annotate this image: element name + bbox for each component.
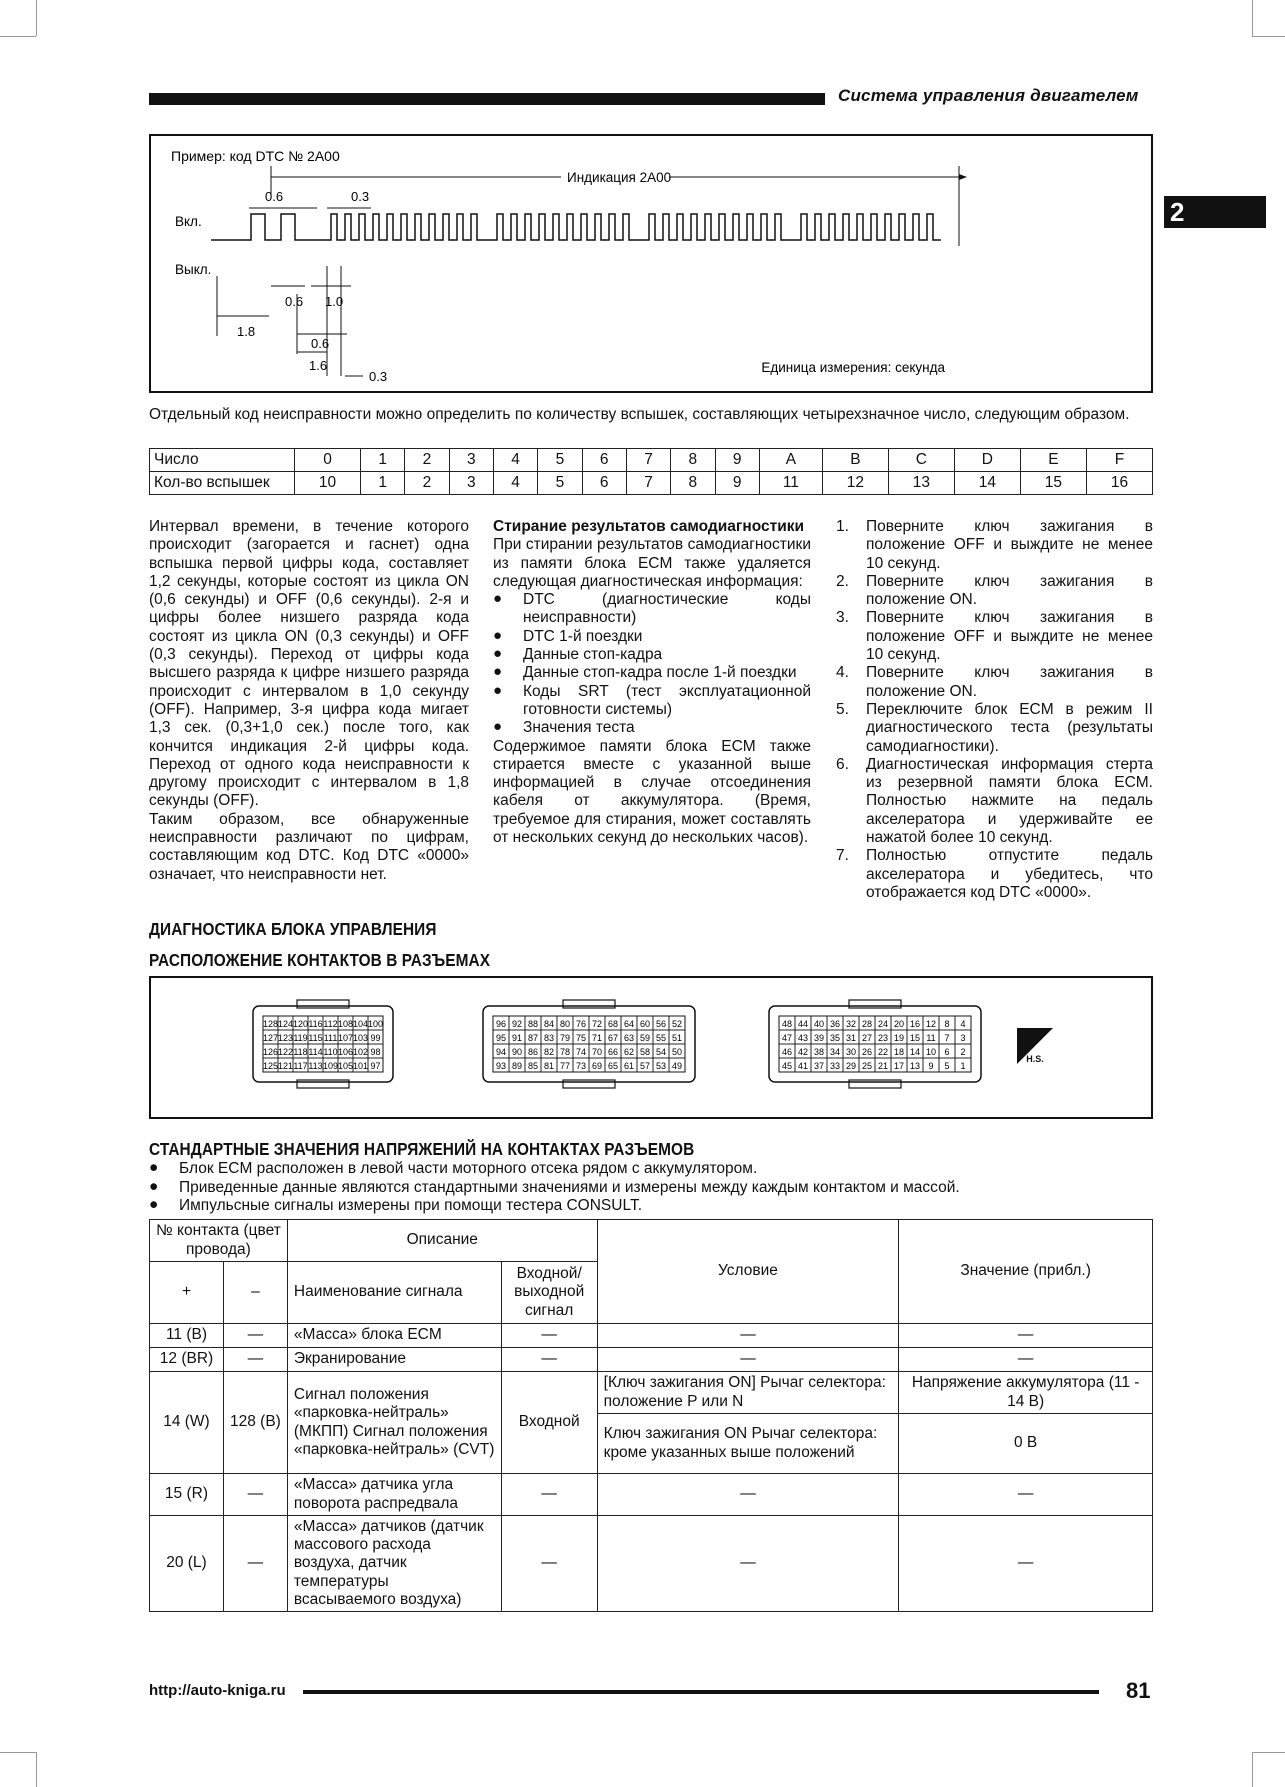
- table-row: [150, 1372, 1153, 1414]
- section-heading-diagnostics: ДИАГНОСТИКА БЛОКА УПРАВЛЕНИЯ: [149, 919, 437, 939]
- pin-number: 42: [797, 1047, 809, 1057]
- flash-count-cell: 14: [954, 472, 1020, 495]
- pin-number: 26: [861, 1047, 873, 1057]
- digit-cell: 3: [449, 449, 493, 472]
- pin-number: 7: [944, 1033, 950, 1043]
- timing-diagram: [151, 136, 1155, 395]
- pin-number: 95: [495, 1033, 507, 1043]
- connector-pinout: [151, 978, 1155, 1121]
- col2-list: [493, 591, 811, 737]
- cell-value: Напряжение аккумулятора (11 - 14 В): [899, 1372, 1153, 1414]
- connector-latch: [297, 1000, 349, 1008]
- pin-number: 36: [829, 1019, 841, 1029]
- header-value: Значение (прибл.): [899, 1220, 1153, 1324]
- pin-number: 115: [308, 1033, 323, 1043]
- pin-number: 27: [861, 1033, 873, 1043]
- pin-number: 6: [944, 1047, 950, 1057]
- pin-number: 106: [337, 1047, 354, 1057]
- pin-number: 48: [781, 1019, 793, 1029]
- pin-number: 9: [928, 1061, 934, 1071]
- pin-number: 101: [352, 1061, 369, 1071]
- digit-cell: 9: [715, 449, 759, 472]
- pin-number: 121: [277, 1061, 294, 1071]
- pin-number: 112: [323, 1019, 338, 1029]
- pin-number: 118: [293, 1047, 308, 1057]
- step-number: 1.: [836, 518, 849, 535]
- step-text: Диагностическая информация стерта из резервной памяти блока ECM. Полностью нажмите на педаль акселератора и удерживайте ее нажатой более 10 секунд.: [866, 755, 1153, 847]
- pin-number: 109: [322, 1061, 339, 1071]
- step-item: [836, 518, 1153, 573]
- footer-rule: [303, 1690, 1099, 1694]
- pin-number: 120: [292, 1019, 309, 1029]
- column-1: [149, 518, 469, 884]
- step-item: [836, 756, 1153, 847]
- step-text: Поверните ключ зажигания в положение OFF и выждите не менее 10 секунд.: [866, 609, 1153, 664]
- note-item: ● Блок ECM расположен в левой части моторного отсека рядом с аккумулятором.: [149, 1160, 1153, 1179]
- pin-number: 53: [655, 1061, 667, 1071]
- digit-cell: 0: [295, 449, 361, 472]
- pin-number: 58: [639, 1047, 651, 1057]
- pin-number: 127: [262, 1033, 279, 1043]
- digit-cell: E: [1020, 449, 1086, 472]
- on-label: Вкл.: [175, 214, 202, 229]
- pin-number: 75: [575, 1033, 587, 1043]
- pin-number: 34: [829, 1047, 841, 1057]
- cell-plus: 12 (BR): [150, 1348, 224, 1372]
- cell-minus: —: [223, 1324, 287, 1348]
- flash-count-cell: 3: [449, 472, 493, 495]
- cell-io: —: [501, 1516, 597, 1612]
- label-06b: 0.6: [285, 294, 304, 309]
- pin-number: 85: [527, 1061, 539, 1071]
- pin-number: 49: [671, 1061, 683, 1071]
- pin-number: 19: [893, 1033, 905, 1043]
- flash-table: [149, 448, 1153, 495]
- pin-number: 83: [543, 1033, 555, 1043]
- col2-intro: При стирании результатов самодиагностики из памяти блока ECM также удаляется следующая диагностическая информация:: [493, 536, 811, 590]
- pin-number: 20: [893, 1019, 905, 1029]
- pin-number: 77: [559, 1061, 571, 1071]
- pin-number: 117: [293, 1061, 308, 1071]
- table-row: [150, 1324, 1153, 1348]
- list-item: ● Коды SRT (тест эксплуатационной готовности системы): [493, 683, 811, 720]
- pin-number: 46: [781, 1047, 793, 1057]
- cell-value: 0 В: [899, 1414, 1153, 1474]
- pin-number: 15: [909, 1033, 921, 1043]
- flash-table-row-flashes: [150, 472, 1153, 495]
- note-item: ● Приведенные данные являются стандартными значениями и измерены между каждым контактом и массой.: [149, 1179, 1153, 1198]
- row-label-flashes: Кол-во вспышек: [150, 472, 295, 495]
- pin-number: 86: [527, 1047, 539, 1057]
- pin-number: 62: [623, 1047, 635, 1057]
- flash-count-cell: 15: [1020, 472, 1086, 495]
- pin-number: 43: [797, 1033, 809, 1043]
- pin-number: 32: [845, 1019, 857, 1029]
- flash-count-cell: 9: [715, 472, 759, 495]
- connector-latch: [563, 1000, 615, 1008]
- step-text: Переключите блок ECM в режим II диагностического теста (результаты самодиагностики).: [866, 700, 1153, 755]
- table-row: [150, 1348, 1153, 1372]
- pin-number: 79: [559, 1033, 571, 1043]
- step-text: Полностью отпустите педаль акселератора и убедитесь, что отображается код DTC «0000».: [866, 847, 1153, 901]
- section-heading-connectors: РАСПОЛОЖЕНИЕ КОНТАКТОВ В РАЗЪЕМАХ: [149, 950, 491, 970]
- connector-latch: [849, 1000, 901, 1008]
- connector-figure: [149, 976, 1153, 1119]
- cell-condition: —: [597, 1516, 899, 1612]
- pin-number: 33: [829, 1061, 841, 1071]
- step-text: Поверните ключ зажигания в положение ON.: [866, 572, 1153, 609]
- table-header-row: [150, 1220, 1153, 1262]
- cell-minus: 128 (B): [223, 1372, 287, 1474]
- pin-number: 125: [262, 1061, 279, 1071]
- header-io: Входной/ выходной сигнал: [501, 1262, 597, 1324]
- pin-number: 116: [308, 1019, 323, 1029]
- pin-number: 104: [352, 1019, 369, 1029]
- step-item: [836, 609, 1153, 664]
- pin-number: 68: [607, 1019, 619, 1029]
- digit-cell: 1: [361, 449, 405, 472]
- flash-count-cell: 7: [626, 472, 670, 495]
- pin-number: 66: [607, 1047, 619, 1057]
- header-description: Описание: [287, 1220, 597, 1262]
- pin-number: 108: [337, 1019, 354, 1029]
- pin-number: 14: [909, 1047, 921, 1057]
- flash-count-cell: 12: [822, 472, 888, 495]
- pin-number: 55: [655, 1033, 667, 1043]
- pin-number: 8: [944, 1019, 950, 1029]
- pin-number: 38: [813, 1047, 825, 1057]
- flash-count-cell: 13: [888, 472, 954, 495]
- pin-number: 60: [639, 1019, 651, 1029]
- dtc-timing-figure: [149, 134, 1153, 393]
- label-06a: 0.6: [265, 189, 284, 204]
- cell-value: —: [899, 1324, 1153, 1348]
- pin-number: 54: [655, 1047, 667, 1057]
- crop-mark: [1252, 1752, 1253, 1787]
- pin-number: 3: [960, 1033, 966, 1043]
- step-item: [836, 847, 1153, 902]
- intro-text: Отдельный код неисправности можно определить по количеству вспышек, составляющих четырехзначное число, следующим образом.: [149, 406, 1130, 423]
- pin-number: 82: [543, 1047, 555, 1057]
- header-minus: –: [223, 1262, 287, 1324]
- cell-value: —: [899, 1474, 1153, 1516]
- pin-number: 64: [623, 1019, 635, 1029]
- label-03b: 0.3: [369, 369, 388, 384]
- digit-cell: 2: [405, 449, 449, 472]
- pin-number: 22: [877, 1047, 889, 1057]
- cell-plus: 20 (L): [150, 1516, 224, 1612]
- cell-condition: —: [597, 1474, 899, 1516]
- pin-number: 16: [909, 1019, 921, 1029]
- column-3: [836, 518, 1153, 902]
- pin-number: 13: [909, 1061, 921, 1071]
- cell-io: Входной: [501, 1372, 597, 1474]
- pin-number: 21: [877, 1061, 889, 1071]
- crop-mark: [1252, 36, 1285, 37]
- pin-number: 126: [262, 1047, 279, 1057]
- pin-number: 100: [367, 1019, 384, 1029]
- pin-number: 119: [293, 1033, 308, 1043]
- header-condition: Условие: [597, 1220, 899, 1324]
- step-number: 3.: [836, 609, 849, 627]
- cell-plus: 14 (W): [150, 1372, 224, 1474]
- crop-mark: [0, 1752, 36, 1753]
- pin-number: 56: [655, 1019, 667, 1029]
- pin-number: 72: [591, 1019, 603, 1029]
- pin-number: 124: [277, 1019, 294, 1029]
- pin-number: 81: [543, 1061, 555, 1071]
- pin-number: 92: [511, 1019, 523, 1029]
- cell-condition: —: [597, 1324, 899, 1348]
- digit-cell: 8: [671, 449, 715, 472]
- cell-io: —: [501, 1348, 597, 1372]
- list-item: ● Значения теста: [493, 719, 811, 737]
- pin-number: 30: [845, 1047, 857, 1057]
- cell-condition: Ключ зажигания ON Рычаг селектора: кроме указанных выше положений: [597, 1414, 899, 1474]
- pin-number: 90: [511, 1047, 523, 1057]
- step-number: 7.: [836, 847, 849, 865]
- crop-mark: [36, 0, 37, 36]
- pin-number: 78: [559, 1047, 571, 1057]
- flash-count-cell: 2: [405, 472, 449, 495]
- pin-number: 70: [591, 1047, 603, 1057]
- pin-number: 4: [960, 1019, 966, 1029]
- pin-number: 87: [527, 1033, 539, 1043]
- digit-cell: 4: [493, 449, 537, 472]
- cell-condition: —: [597, 1348, 899, 1372]
- note-item: ● Импульсные сигналы измерены при помощи тестера CONSULT.: [149, 1197, 1153, 1216]
- pin-number: 123: [277, 1033, 294, 1043]
- hs-logo-text: H.S.: [1026, 1054, 1044, 1064]
- cell-name: «Масса» блока ECM: [287, 1324, 501, 1348]
- connector-latch: [297, 1080, 349, 1088]
- cell-name: Сигнал положения «парковка-нейтраль» (МКПП) Сигнал положения «парковка-нейтраль» (CVT): [287, 1372, 501, 1474]
- header-plus: +: [150, 1262, 224, 1324]
- cell-io: —: [501, 1474, 597, 1516]
- pin-number: 71: [591, 1033, 603, 1043]
- flash-count-cell: 6: [582, 472, 626, 495]
- pin-number: 73: [575, 1061, 587, 1071]
- step-item: [836, 701, 1153, 756]
- list-item: ● Данные стоп-кадра после 1-й поездки: [493, 664, 811, 682]
- cell-value: —: [899, 1348, 1153, 1372]
- pin-number: 45: [781, 1061, 793, 1071]
- crop-mark: [36, 1752, 37, 1787]
- cell-minus: —: [223, 1348, 287, 1372]
- pin-number: 5: [944, 1061, 950, 1071]
- header-title: Система управления двигателем: [838, 86, 1139, 105]
- pin-number: 41: [797, 1061, 809, 1071]
- unit-label: Единица измерения: секунда: [761, 360, 945, 375]
- digit-cell: 7: [626, 449, 670, 472]
- figure-indication-label: Индикация 2A00: [567, 170, 672, 185]
- pin-number: 57: [639, 1061, 651, 1071]
- pin-number: 1: [960, 1061, 966, 1071]
- cell-name: Экранирование: [287, 1348, 501, 1372]
- header-contact: № контакта (цвет провода): [150, 1220, 288, 1262]
- digit-cell: F: [1086, 449, 1152, 472]
- pin-number: 128: [262, 1019, 279, 1029]
- digit-cell: D: [954, 449, 1020, 472]
- pin-number: 69: [591, 1061, 603, 1071]
- connector-latch: [563, 1080, 615, 1088]
- digit-cell: A: [759, 449, 822, 472]
- col2-title: Стирание результатов самодиагностики: [493, 518, 805, 535]
- pin-number: 103: [352, 1033, 369, 1043]
- flash-count-cell: 8: [671, 472, 715, 495]
- pin-number: 11: [926, 1033, 936, 1043]
- signal-waveform: [211, 214, 941, 240]
- pin-number: 99: [370, 1033, 381, 1043]
- indication-arrowhead: [959, 174, 967, 180]
- flash-count-cell: 16: [1086, 472, 1152, 495]
- pin-number: 110: [323, 1047, 338, 1057]
- col1-para-2: Таким образом, все обнаруженные неисправности различают по цифрам, составляющим код DTC. Код DTC «0000» означает, что неисправности нет.: [149, 810, 469, 883]
- pin-number: 76: [575, 1019, 587, 1029]
- pin-number: 84: [543, 1019, 555, 1029]
- list-item: ● DTC 1-й поездки: [493, 628, 811, 646]
- cell-io: —: [501, 1324, 597, 1348]
- flash-count-cell: 5: [538, 472, 582, 495]
- col1-para-1: Интервал времени, в течение которого происходит (загорается и гаснет) одна вспышка первой цифры кода, составляет 1,2 секунды, которые состоят из цикла ON (0,6 секунды) и OFF (0,6 секунды). 2-я и цифры более низшего разряда кода состоят из цикла ON (0,3 секунды) и OFF (0,3 секунды). Переход от цифры кода высшего разряда к цифре низшего разряда происходит с интервалом в 1,0 секунду (OFF). Например, 3-я цифра кода мигает 1,3 сек. (0,3+1,0 сек.) после того, как кончится индикация 2-й цифры кода. Переход от одного кода неисправности к другому происходит с интервалом в 1,8 секунды (OFF).: [149, 518, 469, 810]
- pin-number: 61: [623, 1061, 635, 1071]
- crop-mark: [0, 36, 36, 37]
- pin-number: 113: [308, 1061, 323, 1071]
- flash-count-cell: 11: [759, 472, 822, 495]
- chapter-tab: 2: [1164, 196, 1266, 228]
- pin-number: 2: [960, 1047, 966, 1057]
- step-number: 6.: [836, 755, 849, 773]
- pin-number: 102: [352, 1047, 369, 1057]
- digit-cell: C: [888, 449, 954, 472]
- notes-list: [149, 1160, 1153, 1216]
- table-row: [150, 1516, 1153, 1612]
- label-10: 1.0: [325, 294, 344, 309]
- pin-number: 122: [277, 1047, 294, 1057]
- cell-name: «Масса» датчиков (датчик массового расхода воздуха, датчик температуры всасываемого воздуха): [287, 1516, 501, 1612]
- pin-number: 23: [877, 1033, 889, 1043]
- cell-plus: 11 (B): [150, 1324, 224, 1348]
- pin-number: 40: [813, 1019, 825, 1029]
- figure-example-label: Пример: код DTC № 2A00: [171, 148, 340, 164]
- pin-number: 111: [323, 1033, 338, 1043]
- pin-number: 97: [370, 1061, 381, 1071]
- label-18: 1.8: [237, 324, 256, 339]
- pin-number: 47: [781, 1033, 793, 1043]
- pin-number: 88: [527, 1019, 539, 1029]
- header-signal-name: Наименование сигнала: [287, 1262, 501, 1324]
- cell-value: —: [899, 1516, 1153, 1612]
- pin-number: 91: [511, 1033, 523, 1043]
- step-item: [836, 573, 1153, 610]
- pin-number: 12: [925, 1019, 937, 1029]
- pin-number: 35: [829, 1033, 841, 1043]
- cell-condition: [Ключ зажигания ON] Рычаг селектора: положение P или N: [597, 1372, 899, 1414]
- step-item: [836, 664, 1153, 701]
- pin-number: 93: [495, 1061, 507, 1071]
- pin-number: 51: [671, 1033, 683, 1043]
- step-text: Поверните ключ зажигания в положение ON.: [866, 664, 1153, 700]
- off-label: Выкл.: [175, 262, 212, 277]
- cell-name: «Масса» датчика угла поворота распредвала: [287, 1474, 501, 1516]
- pin-number: 89: [511, 1061, 523, 1071]
- pin-number: 94: [495, 1047, 507, 1057]
- flash-table-row-digits: [150, 449, 1153, 472]
- digit-cell: B: [822, 449, 888, 472]
- connector-latch: [849, 1080, 901, 1088]
- crop-mark: [1252, 0, 1253, 36]
- pin-number: 24: [877, 1019, 889, 1029]
- pin-number: 29: [845, 1061, 857, 1071]
- pin-number: 67: [607, 1033, 619, 1043]
- pin-number: 65: [607, 1061, 619, 1071]
- table-row: [150, 1474, 1153, 1516]
- pin-number: 80: [559, 1019, 571, 1029]
- cell-minus: —: [223, 1474, 287, 1516]
- section-heading-voltages: СТАНДАРТНЫЕ ЗНАЧЕНИЯ НАПРЯЖЕНИЙ НА КОНТАКТАХ РАЗЪЕМОВ: [149, 1139, 695, 1159]
- pin-number: 44: [797, 1019, 809, 1029]
- col3-steps: [836, 518, 1153, 902]
- page-number: 81: [1126, 1678, 1151, 1703]
- pin-number: 52: [671, 1019, 683, 1029]
- pin-number: 74: [575, 1047, 587, 1057]
- step-number: 5.: [836, 700, 849, 718]
- pin-number: 31: [845, 1033, 857, 1043]
- step-number: 4.: [836, 664, 849, 682]
- footer-url: http://auto-kniga.ru: [149, 1682, 286, 1699]
- pin-number: 63: [623, 1033, 635, 1043]
- pin-number: 37: [813, 1061, 825, 1071]
- label-03a: 0.3: [351, 189, 370, 204]
- digit-cell: 6: [582, 449, 626, 472]
- pin-number: 107: [337, 1033, 354, 1043]
- step-text: Поверните ключ зажигания в положение OFF и выждите не менее 10 секунд.: [866, 518, 1153, 572]
- pin-number: 10: [925, 1047, 937, 1057]
- pin-number: 114: [308, 1047, 323, 1057]
- pin-number: 18: [893, 1047, 905, 1057]
- list-item: ● Данные стоп-кадра: [493, 646, 811, 664]
- pin-number: 50: [671, 1047, 683, 1057]
- pin-number: 59: [639, 1033, 651, 1043]
- digit-cell: 5: [538, 449, 582, 472]
- col2-outro: Содержимое памяти блока ECM также стирается вместе с указанной выше информацией в случае отсоединения кабеля от аккумулятора. (Время, требуемое для стирания, может составлять от нескольких секунд до нескольких часов).: [493, 737, 811, 847]
- pin-number: 98: [370, 1047, 381, 1057]
- cell-minus: —: [223, 1516, 287, 1612]
- pin-number: 39: [813, 1033, 825, 1043]
- crop-mark: [1252, 1752, 1285, 1753]
- header-bar: [149, 93, 825, 105]
- step-number: 2.: [836, 572, 849, 590]
- flash-count-cell: 4: [493, 472, 537, 495]
- cell-plus: 15 (R): [150, 1474, 224, 1516]
- pin-number: 105: [337, 1061, 354, 1071]
- flash-count-cell: 1: [361, 472, 405, 495]
- label-16: 1.6: [309, 358, 328, 373]
- pin-number: 28: [861, 1019, 873, 1029]
- label-06c: 0.6: [311, 336, 330, 351]
- column-2: [493, 518, 811, 847]
- list-item: ● DTC (диагностические коды неисправности): [493, 591, 811, 628]
- row-label-digit: Число: [150, 449, 295, 472]
- pin-number: 96: [495, 1019, 507, 1029]
- voltage-table: [149, 1219, 1153, 1612]
- pin-number: 17: [893, 1061, 905, 1071]
- flash-count-cell: 10: [295, 472, 361, 495]
- pin-number: 25: [861, 1061, 873, 1071]
